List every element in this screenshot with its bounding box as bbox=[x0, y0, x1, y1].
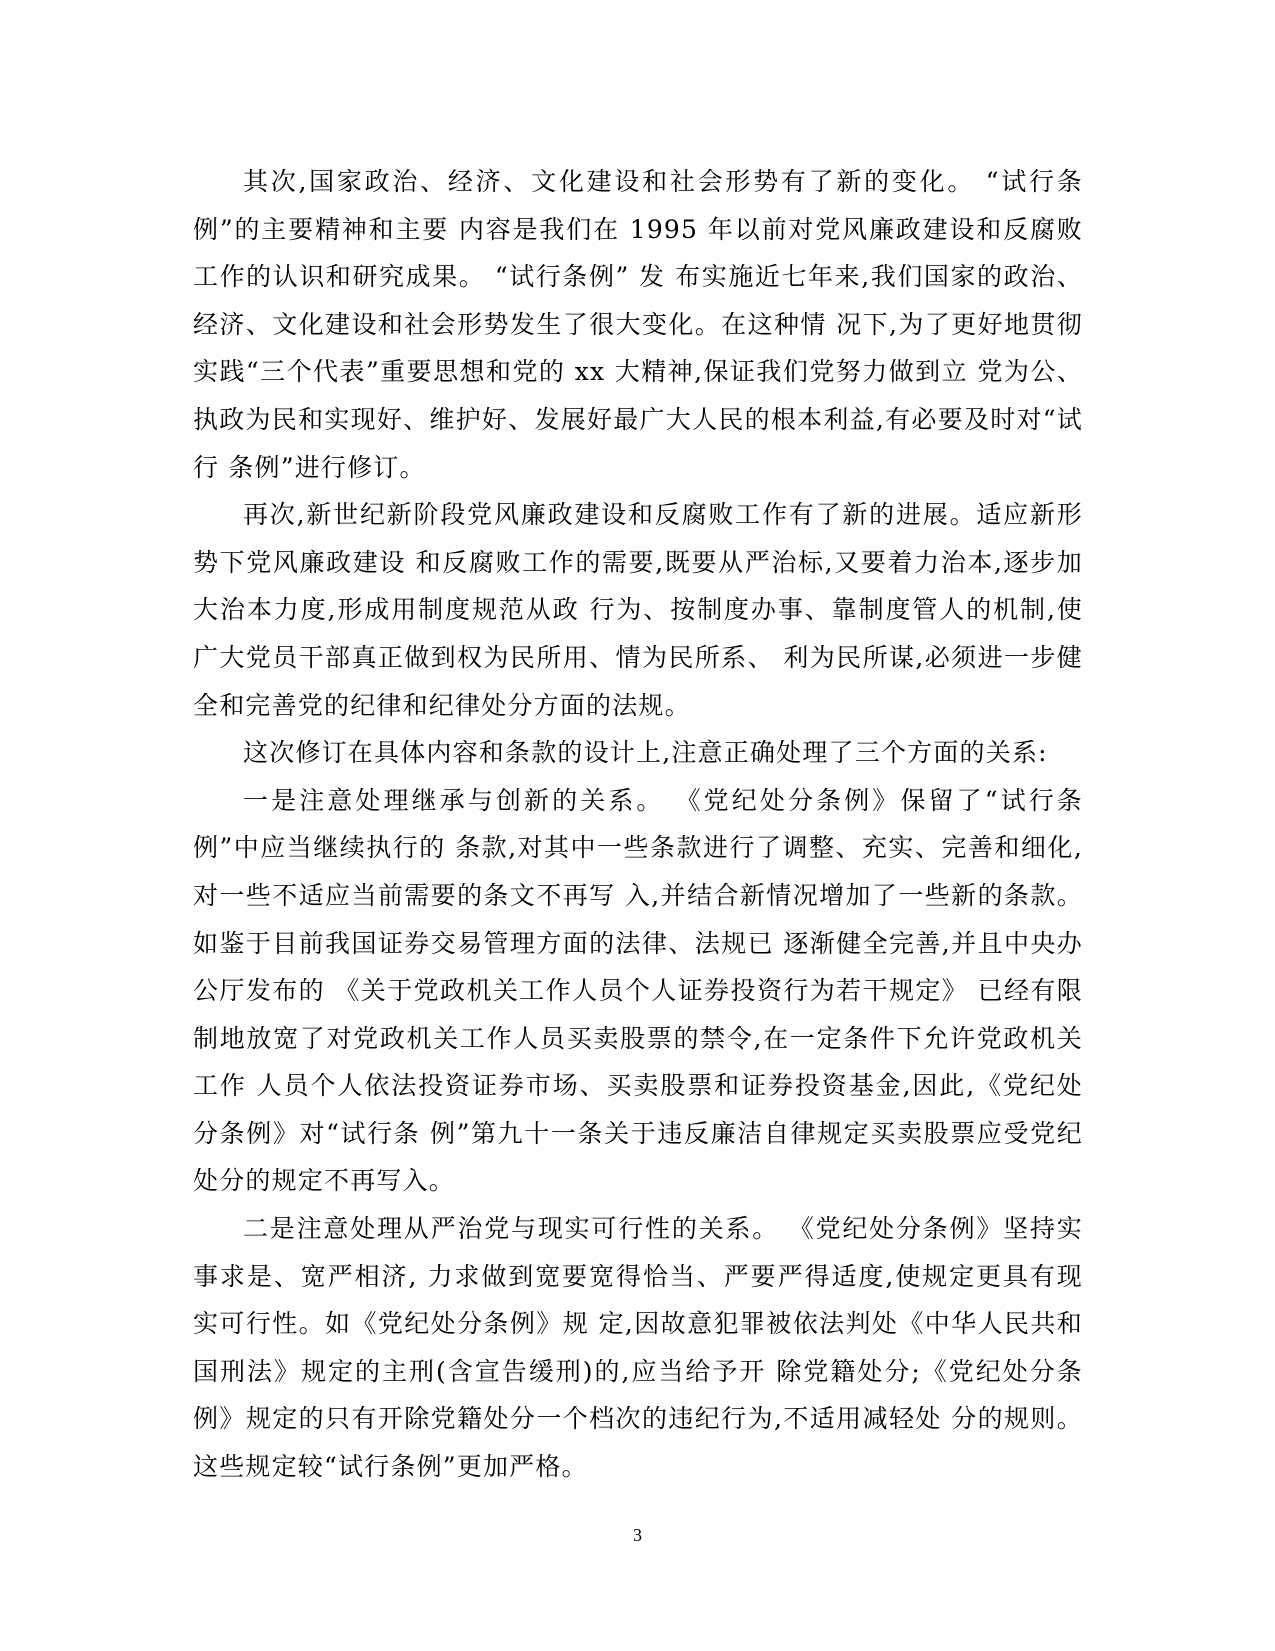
paragraph-3: 这次修订在具体内容和条款的设计上,注意正确处理了三个方面的关系: bbox=[243, 738, 1048, 768]
paragraph-5: 二是注意处理从严治党与现实可行性的关系。 《党纪处分条例》坚持实事求是、宽严相济, 力求做到宽要宽得恰当、严要严得适度,使规定更具有现实可行性。如《党纪处分条例》规 定,因故意犯罪被依法判处《中华人民共和国刑法》规定的主刑(含宣告缓刑)的,应当给予开 除党籍处分;《党纪处分条例》规定的只有开除党籍处分一个档次的违纪行为,不适用减轻处 分的规则。这些规定较“试行条例”更加严格。 bbox=[193, 1214, 1083, 1482]
paragraph-2: 再次,新世纪新阶段党风廉政建设和反腐败工作有了新的进展。适应新形势下党风廉政建设 和反腐败工作的需要,既要从严治标,又要着力治本,逐步加大治本力度,形成用制度规范从政 行为、按制度办事、靠制度管人的机制,使广大党员干部真正做到权为民所用、情为民所系、 利为民所谋,必须进一步健全和完善党的纪律和纪律处分方面的法规。 bbox=[193, 500, 1083, 720]
paragraph-1: 其次,国家政治、经济、文化建设和社会形势有了新的变化。 “试行条例”的主要精神和主要 内容是我们在 1995 年以前对党风廉政建设和反腐败工作的认识和研究成果。 “试行条例” 发 布实施近七年来,我们国家的政治、经济、文化建设和社会形势发生了很大变化。在这种情 况下,为了更好地贯彻实践“三个代表”重要思想和党的 xx 大精神,保证我们党努力做到立 党为公、执政为民和实现好、维护好、发展好最广大人民的根本利益,有必要及时对“试行 条例”进行修订。 bbox=[193, 167, 1083, 482]
body-text bbox=[193, 158, 1083, 1491]
paragraph-4: 一是注意处理继承与创新的关系。 《党纪处分条例》保留了“试行条例”中应当继续执行的 条款,对其中一些条款进行了调整、充实、完善和细化,对一些不适应当前需要的条文不再写 入,并结合新情况增加了一些新的条款。如鉴于目前我国证券交易管理方面的法律、法规已 逐渐健全完善,并且中央办公厅发布的 《关于党政机关工作人员个人证券投资行为若干规定》 已经有限制地放宽了对党政机关工作人员买卖股票的禁令,在一定条件下允许党政机关工作 人员个人依法投资证券市场、买卖股票和证券投资基金,因此,《党纪处分条例》对“试行条 例”第九十一条关于违反廉洁自律规定买卖股票应受党纪处分的规定不再写入。 bbox=[193, 785, 1083, 1196]
page-number: 3 bbox=[633, 1525, 642, 1545]
